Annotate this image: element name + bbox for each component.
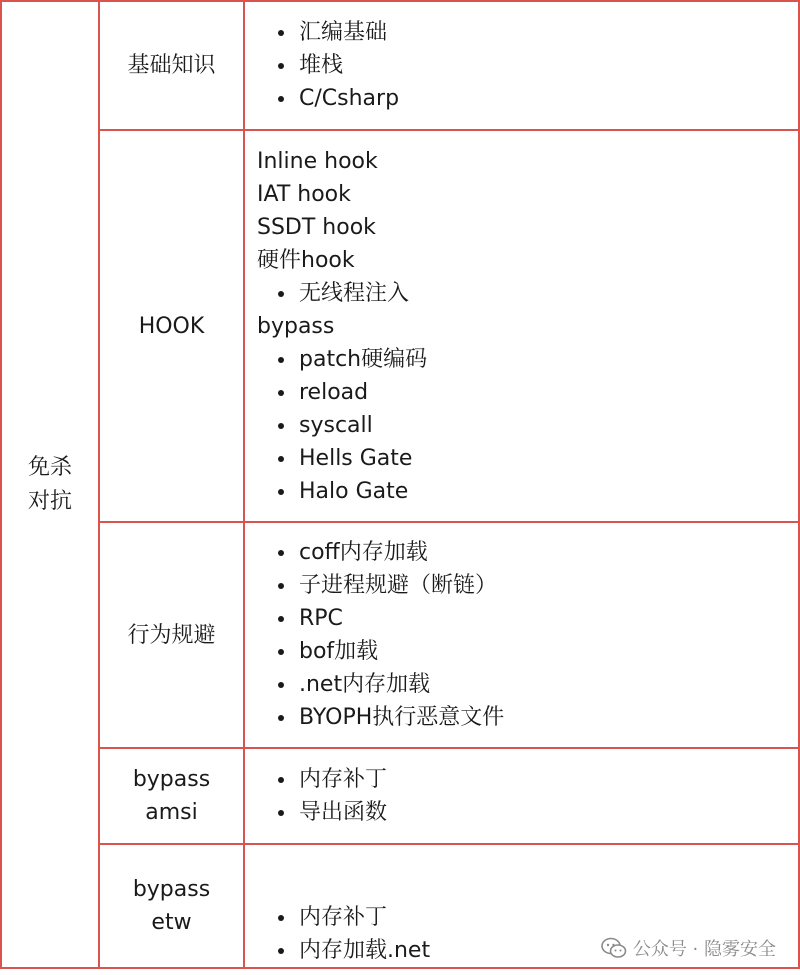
top-category-line: 对抗 — [27, 488, 72, 514]
table-row — [1, 1, 799, 130]
list-item: • 汇编基础 — [297, 16, 798, 49]
sub-category-cell — [99, 844, 244, 968]
plain-line: SSDT hook — [257, 214, 376, 240]
sub-category-label: HOOK — [138, 313, 205, 339]
sub-category-label: bypass — [132, 877, 211, 902]
sub-category-cell — [99, 748, 244, 844]
watermark — [601, 935, 776, 961]
bullet-list — [257, 763, 798, 829]
top-category-line: 免杀 — [27, 454, 72, 480]
top-category-cell — [1, 1, 99, 968]
list-item: • 无线程注入 — [297, 277, 798, 310]
list-item: • RPC — [297, 602, 798, 635]
bullet-list — [257, 343, 798, 508]
watermark-text: 公众号 · 隐雾安全 — [632, 939, 776, 960]
list-item: • Hells Gate — [297, 442, 798, 475]
table-row — [1, 522, 799, 748]
content-cell — [244, 748, 799, 844]
list-item: • bof加载 — [297, 635, 798, 668]
bullet-list — [257, 16, 798, 115]
plain-line: Inline hook — [257, 148, 378, 174]
list-item: • C/Csharp — [297, 82, 798, 115]
list-item: • 堆栈 — [297, 49, 798, 82]
wechat-icon — [601, 937, 627, 959]
sub-category-label: bypass — [132, 767, 211, 792]
plain-line: 硬件hook — [257, 247, 355, 273]
content-cell — [244, 1, 799, 130]
sub-category-label: 行为规避 — [127, 622, 216, 648]
list-item: • .net内存加载 — [297, 668, 798, 701]
bullet-list — [257, 277, 798, 310]
sub-category-label: 基础知识 — [127, 53, 216, 78]
content-cell — [244, 522, 799, 748]
list-item: • Halo Gate — [297, 475, 798, 508]
sub-category-cell — [99, 130, 244, 522]
list-item: • reload — [297, 376, 798, 409]
plain-line: bypass — [257, 313, 335, 339]
sub-category-label: etw — [151, 910, 192, 935]
list-item: • 子进程规避（断链） — [297, 569, 798, 602]
list-item: • coff内存加载 — [297, 536, 798, 569]
list-item: • 内存加载.net — [297, 934, 798, 967]
table-row — [1, 130, 799, 522]
list-item: • BYOPH执行恶意文件 — [297, 701, 798, 734]
list-item: • patch硬编码 — [297, 343, 798, 376]
bullet-list — [257, 536, 798, 734]
list-item: • syscall — [297, 409, 798, 442]
list-item: • 内存补丁 — [297, 901, 798, 934]
list-item: • 导出函数 — [297, 796, 798, 829]
content-cell — [244, 130, 799, 522]
sub-category-cell — [99, 1, 244, 130]
plain-line: IAT hook — [257, 181, 351, 207]
sub-category-label: amsi — [145, 800, 198, 825]
list-item: • 内存补丁 — [297, 763, 798, 796]
sub-category-cell — [99, 522, 244, 748]
table-row — [1, 748, 799, 844]
